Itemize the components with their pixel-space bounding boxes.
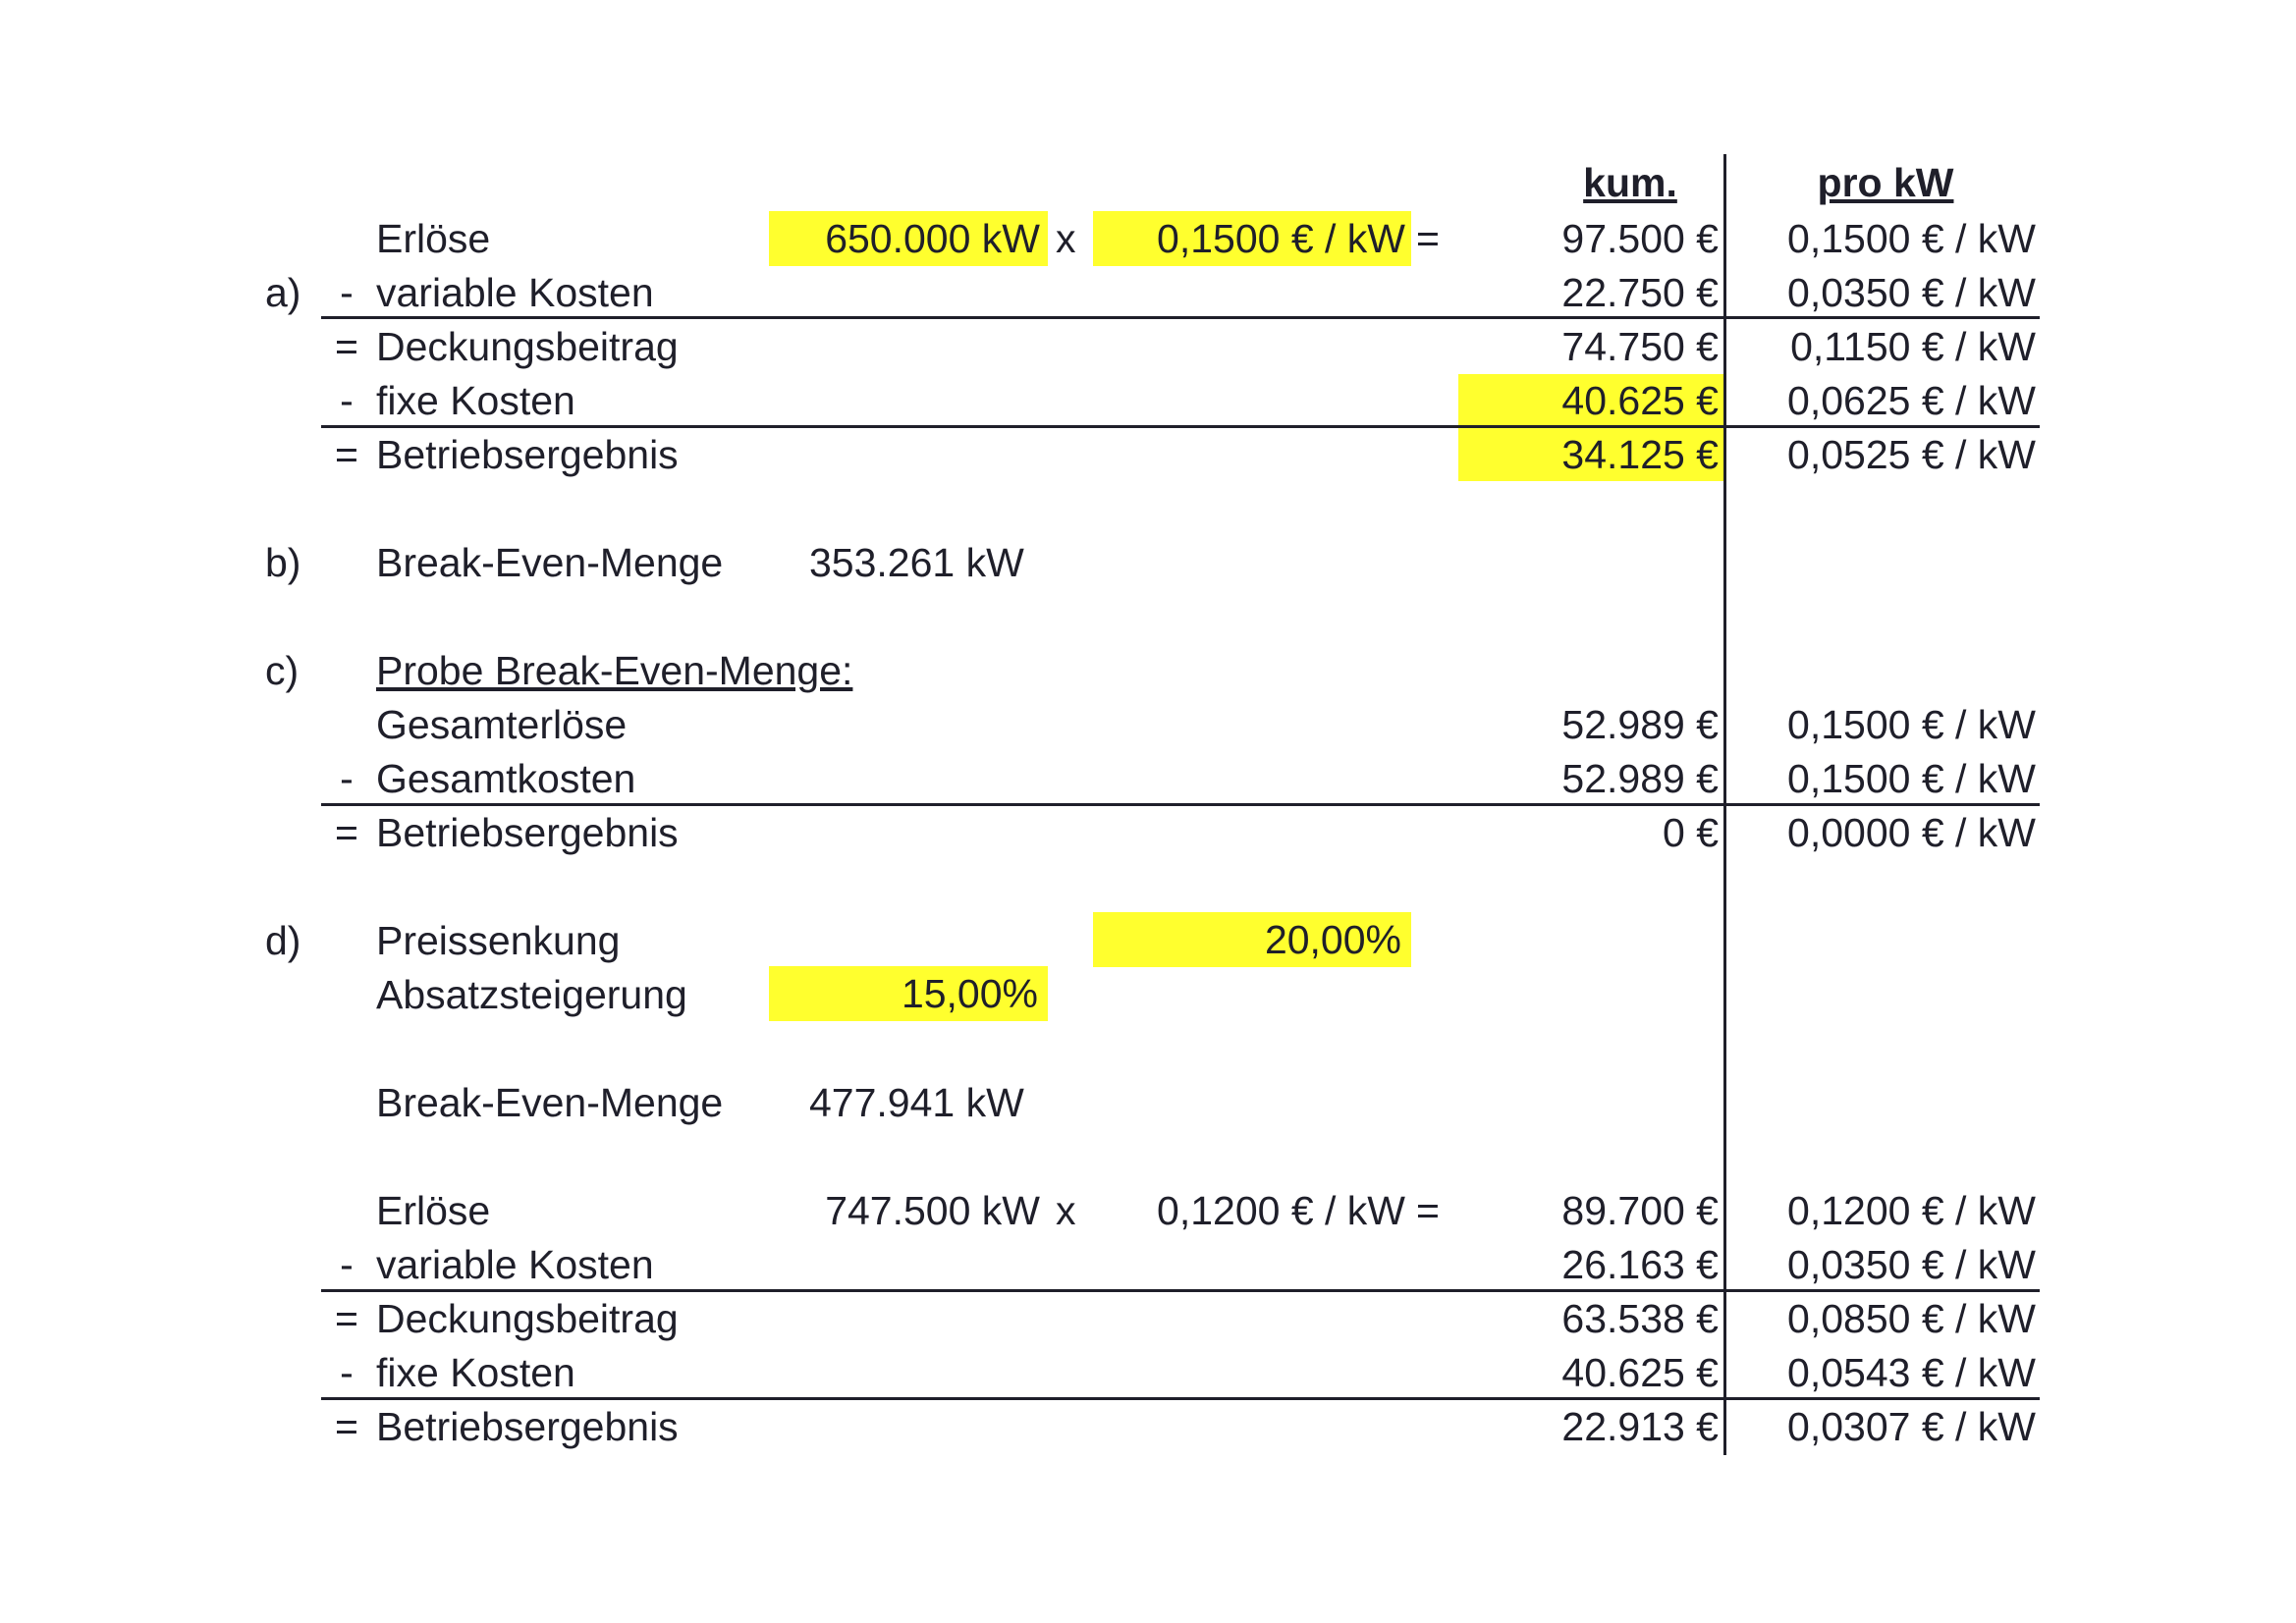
row-label: Betriebsergebnis xyxy=(376,810,679,855)
operator: - xyxy=(340,1350,354,1395)
operator: = xyxy=(335,1296,358,1341)
row-label: fixe Kosten xyxy=(376,1350,575,1395)
sum-line xyxy=(321,1397,2040,1400)
pro-kw-value: 0,0850 € / kW xyxy=(1787,1296,2036,1341)
pro-kw-value: 0,0350 € / kW xyxy=(1787,1242,2036,1287)
sum-line xyxy=(321,803,2040,806)
pro-kw-value: 0,1150 € / kW xyxy=(1790,324,2036,369)
pro-kw-value: 0,1500 € / kW xyxy=(1787,702,2036,747)
row-label: Preissenkung xyxy=(376,918,621,963)
row-label: variable Kosten xyxy=(376,270,654,315)
column-header-kum: kum. xyxy=(1583,160,1677,205)
break-even-value: 477.941 kW xyxy=(809,1080,1024,1125)
pro-kw-value: 0,1200 € / kW xyxy=(1787,1188,2036,1233)
quantity-value-highlighted: 650.000 kW xyxy=(769,211,1048,266)
quantity-value: 747.500 kW xyxy=(825,1188,1040,1233)
kum-value: 74.750 € xyxy=(1561,324,1719,369)
kum-value-highlighted: 34.125 € xyxy=(1561,432,1719,477)
row-label: Break-Even-Menge xyxy=(376,540,724,585)
kum-value-highlighted: 40.625 € xyxy=(1561,378,1719,423)
row-label: Break-Even-Menge xyxy=(376,1080,724,1125)
times-sign: x xyxy=(1056,1188,1076,1233)
row-label: fixe Kosten xyxy=(376,378,575,423)
section-label-c: c) xyxy=(265,648,300,693)
sum-line xyxy=(321,425,2040,428)
row-label: variable Kosten xyxy=(376,1242,654,1287)
operator: = xyxy=(335,1404,358,1449)
operator: = xyxy=(335,432,358,477)
kum-value: 63.538 € xyxy=(1561,1296,1719,1341)
pro-kw-value: 0,1500 € / kW xyxy=(1787,756,2036,801)
row-label: Gesamterlöse xyxy=(376,702,628,747)
pro-kw-value: 0,0625 € / kW xyxy=(1787,378,2036,423)
equals-sign: = xyxy=(1416,1188,1440,1233)
preissenkung-value-highlighted: 20,00% xyxy=(1093,912,1411,967)
sum-line xyxy=(321,1289,2040,1292)
kum-value: 22.750 € xyxy=(1561,270,1719,315)
kum-value: 52.989 € xyxy=(1561,756,1719,801)
pro-kw-value: 0,0525 € / kW xyxy=(1787,432,2036,477)
operator: = xyxy=(335,810,358,855)
kum-value: 52.989 € xyxy=(1561,702,1719,747)
row-label: Erlöse xyxy=(376,216,491,261)
price-value: 0,1200 € / kW xyxy=(1157,1188,1405,1233)
kum-value: 22.913 € xyxy=(1561,1404,1719,1449)
row-label: Betriebsergebnis xyxy=(376,432,679,477)
column-header-pro-kw: pro kW xyxy=(1817,160,1954,205)
section-label-a: a) xyxy=(265,270,301,315)
kum-value: 89.700 € xyxy=(1561,1188,1719,1233)
row-label: Deckungsbeitrag xyxy=(376,324,679,369)
row-label: Absatzsteigerung xyxy=(376,972,687,1017)
row-label: Deckungsbeitrag xyxy=(376,1296,679,1341)
kum-value: 26.163 € xyxy=(1561,1242,1719,1287)
operator: - xyxy=(340,756,354,801)
operator: = xyxy=(335,324,358,369)
row-label: Gesamtkosten xyxy=(376,756,636,801)
times-sign: x xyxy=(1056,216,1076,261)
equals-sign: = xyxy=(1416,216,1440,261)
kum-value: 97.500 € xyxy=(1561,216,1719,261)
operator: - xyxy=(340,378,354,423)
operator: - xyxy=(340,1242,354,1287)
break-even-value: 353.261 kW xyxy=(809,540,1024,585)
pro-kw-value: 0,0307 € / kW xyxy=(1787,1404,2036,1449)
pro-kw-value: 0,0350 € / kW xyxy=(1787,270,2036,315)
section-label-d: d) xyxy=(265,918,301,963)
sum-line xyxy=(321,316,2040,319)
row-label: Erlöse xyxy=(376,1188,491,1233)
kum-value: 40.625 € xyxy=(1561,1350,1719,1395)
section-title: Probe Break-Even-Menge: xyxy=(376,648,853,693)
absatzsteigerung-value-highlighted: 15,00% xyxy=(769,966,1048,1021)
section-label-b: b) xyxy=(265,540,301,585)
price-value-highlighted: 0,1500 € / kW xyxy=(1093,211,1411,266)
pro-kw-value: 0,0000 € / kW xyxy=(1787,810,2036,855)
pro-kw-value: 0,0543 € / kW xyxy=(1787,1350,2036,1395)
pro-kw-value: 0,1500 € / kW xyxy=(1787,216,2036,261)
operator: - xyxy=(340,270,354,315)
row-label: Betriebsergebnis xyxy=(376,1404,679,1449)
kum-value: 0 € xyxy=(1663,810,1719,855)
